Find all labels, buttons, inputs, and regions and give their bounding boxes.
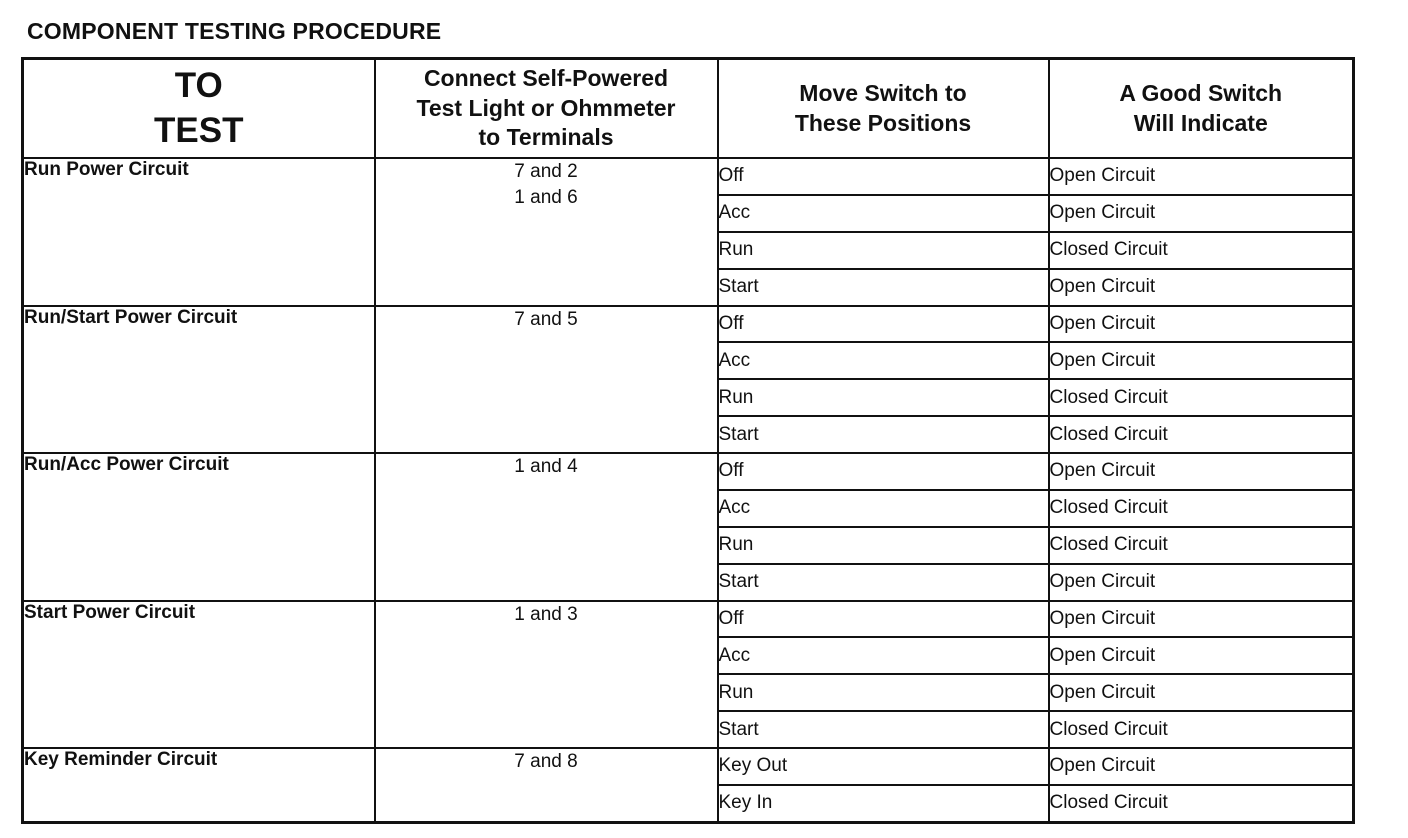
test-name-cell: Start Power Circuit	[23, 601, 375, 749]
switch-position-cell: Key Out	[718, 748, 1049, 785]
indication-cell: Open Circuit	[1049, 342, 1354, 379]
switch-position-cell: Start	[718, 416, 1049, 453]
terminal-pair: 1 and 3	[514, 603, 578, 625]
test-name-cell: Run Power Circuit	[23, 158, 375, 306]
indication-cell: Closed Circuit	[1049, 416, 1354, 453]
indication-cell: Closed Circuit	[1049, 490, 1354, 527]
indication-cell: Open Circuit	[1049, 306, 1354, 343]
switch-position-cell: Acc	[718, 637, 1049, 674]
table-row	[23, 748, 1354, 785]
header-to-test	[23, 59, 375, 159]
switch-position-cell: Acc	[718, 490, 1049, 527]
indication-cell: Closed Circuit	[1049, 527, 1354, 564]
indication-cell: Closed Circuit	[1049, 711, 1354, 748]
table-row	[23, 306, 1354, 343]
terminals-cell	[375, 453, 718, 601]
terminal-pair: 7 and 5	[514, 308, 578, 330]
switch-position-cell: Off	[718, 158, 1049, 195]
header-move-line1: Move Switch to	[799, 80, 967, 107]
terminal-pair: 7 and 2	[514, 161, 578, 182]
switch-position-cell: Off	[718, 306, 1049, 343]
header-move-switch	[718, 59, 1049, 159]
switch-position-cell: Start	[718, 269, 1049, 306]
switch-position-cell: Acc	[718, 342, 1049, 379]
header-to-test-line2: TEST	[154, 110, 244, 150]
switch-position-cell: Run	[718, 674, 1049, 711]
indication-cell: Open Circuit	[1049, 269, 1354, 306]
header-good-line1: A Good Switch	[1119, 80, 1283, 107]
header-connect-line1: Connect Self-Powered	[423, 65, 669, 92]
header-connect-line3: to Terminals	[478, 124, 614, 151]
indication-cell: Open Circuit	[1049, 674, 1354, 711]
switch-position-cell: Acc	[718, 195, 1049, 232]
switch-position-cell: Off	[718, 601, 1049, 638]
indication-cell: Closed Circuit	[1049, 379, 1354, 416]
table-row	[23, 158, 1354, 195]
switch-position-cell: Key In	[718, 785, 1049, 823]
header-move-line2: These Positions	[794, 109, 972, 136]
switch-position-cell: Run	[718, 232, 1049, 269]
table-header	[23, 59, 1354, 159]
terminals-cell	[375, 158, 718, 306]
indication-cell: Open Circuit	[1049, 637, 1354, 674]
switch-position-cell: Off	[718, 453, 1049, 490]
terminal-pair: 1 and 4	[514, 456, 578, 477]
table-row	[23, 453, 1354, 490]
indication-cell: Open Circuit	[1049, 453, 1354, 490]
indication-cell: Open Circuit	[1049, 601, 1354, 638]
indication-cell: Closed Circuit	[1049, 785, 1354, 823]
switch-position-cell: Start	[718, 711, 1049, 748]
indication-cell: Closed Circuit	[1049, 232, 1354, 269]
indication-cell: Open Circuit	[1049, 158, 1354, 195]
test-name-cell: Key Reminder Circuit	[23, 748, 375, 823]
test-name-cell: Run/Start Power Circuit	[23, 306, 375, 454]
terminal-pair: 1 and 6	[514, 187, 578, 208]
terminals-cell	[375, 748, 718, 823]
header-good-line2: Will Indicate	[1133, 109, 1268, 136]
component-testing-table	[21, 57, 1355, 824]
switch-position-cell: Run	[718, 527, 1049, 564]
header-connect-terminals	[375, 59, 718, 159]
page-title: COMPONENT TESTING PROCEDURE	[27, 18, 442, 44]
terminal-pair: 7 and 8	[514, 751, 578, 772]
header-to-test-line1: TO	[174, 65, 223, 105]
switch-position-cell: Start	[718, 564, 1049, 601]
terminals-cell	[375, 306, 718, 454]
switch-position-cell: Run	[718, 379, 1049, 416]
header-connect-line2: Test Light or Ohmmeter	[416, 94, 676, 121]
indication-cell: Open Circuit	[1049, 748, 1354, 785]
terminals-cell	[375, 601, 718, 749]
test-name-cell: Run/Acc Power Circuit	[23, 453, 375, 601]
header-good-switch	[1049, 59, 1354, 159]
table-row	[23, 601, 1354, 638]
indication-cell: Open Circuit	[1049, 564, 1354, 601]
header-row	[23, 59, 1354, 159]
indication-cell: Open Circuit	[1049, 195, 1354, 232]
table-body	[23, 158, 1354, 823]
